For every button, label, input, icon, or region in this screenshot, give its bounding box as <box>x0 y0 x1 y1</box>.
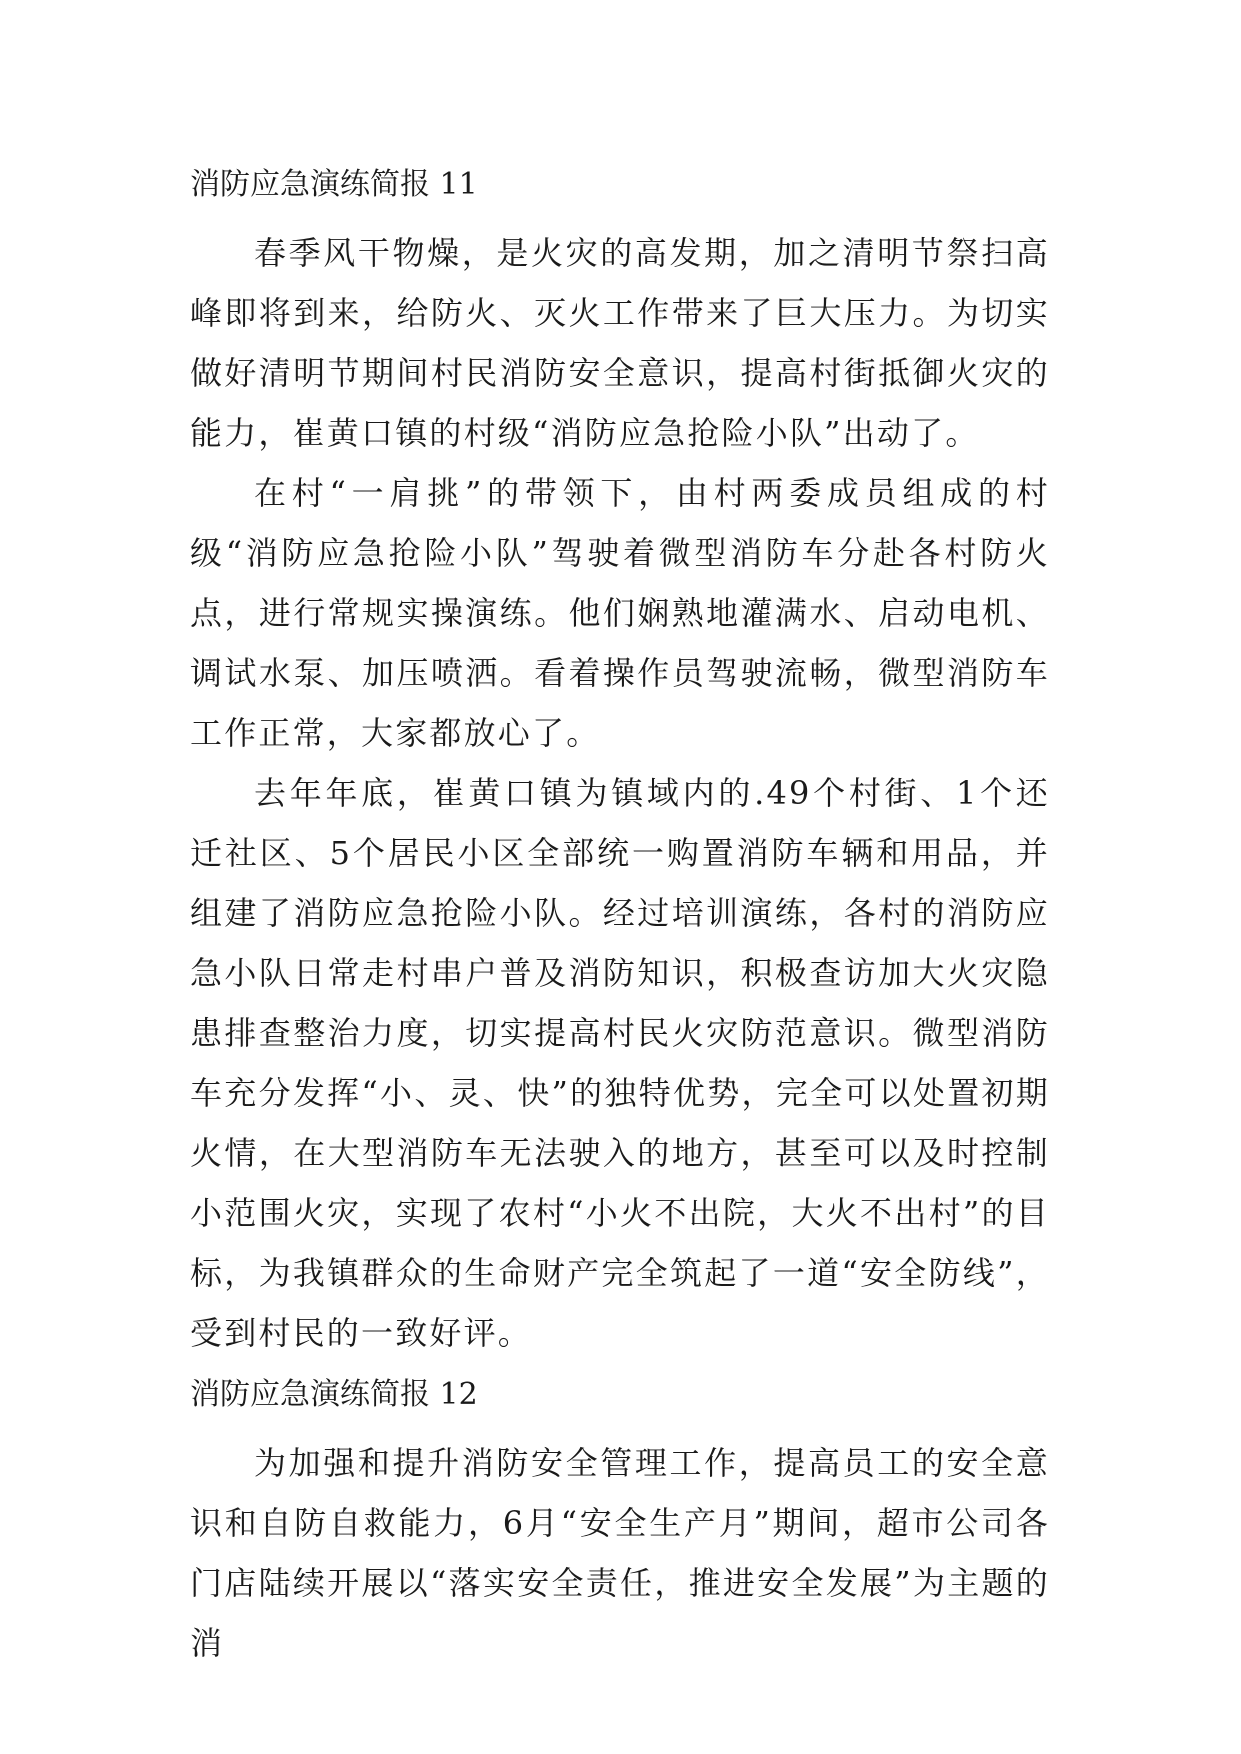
section-title-11: 消防应急演练简报 11 <box>190 167 478 202</box>
section-title-12: 消防应急演练简报 12 <box>190 1377 478 1412</box>
document-body <box>190 163 1050 1673</box>
paragraph: 春季风干物燥，是火灾的高发期，加之清明节祭扫高峰即将到来，给防火、灭火工作带来了巨大压力。为切实做好清明节期间村民消防安全意识，提高村街抵御火灾的能力，崔黄口镇的村级“消防应急抢险小队”出动了。 <box>190 234 1050 452</box>
paragraph: 在村“一肩挑”的带领下，由村两委成员组成的村级“消防应急抢险小队”驾驶着微型消防车分赴各村防火点，进行常规实操演练。他们娴熟地灌满水、启动电机、调试水泵、加压喷洒。看着操作员驾驶流畅，微型消防车工作正常，大家都放心了。 <box>190 474 1050 752</box>
paragraph: 为加强和提升消防安全管理工作，提高员工的安全意识和自防自救能力，6月“安全生产月”期间，超市公司各门店陆续开展以“落实安全责任，推进安全发展”为主题的消 <box>190 1444 1050 1662</box>
paragraph: 去年年底，崔黄口镇为镇域内的.49个村街、1个还迁社区、5个居民小区全部统一购置消防车辆和用品，并组建了消防应急抢险小队。经过培训演练，各村的消防应急小队日常走村串户普及消防知识，积极查访加大火灾隐患排查整治力度，切实提高村民火灾防范意识。微型消防车充分发挥“小、灵、快”的独特优势，完全可以处置初期火情，在大型消防车无法驶入的地方，甚至可以及时控制小范围火灾，实现了农村“小火不出院，大火不出村”的目标，为我镇群众的生命财产完全筑起了一道“安全防线”，受到村民的一致好评。 <box>190 774 1050 1352</box>
